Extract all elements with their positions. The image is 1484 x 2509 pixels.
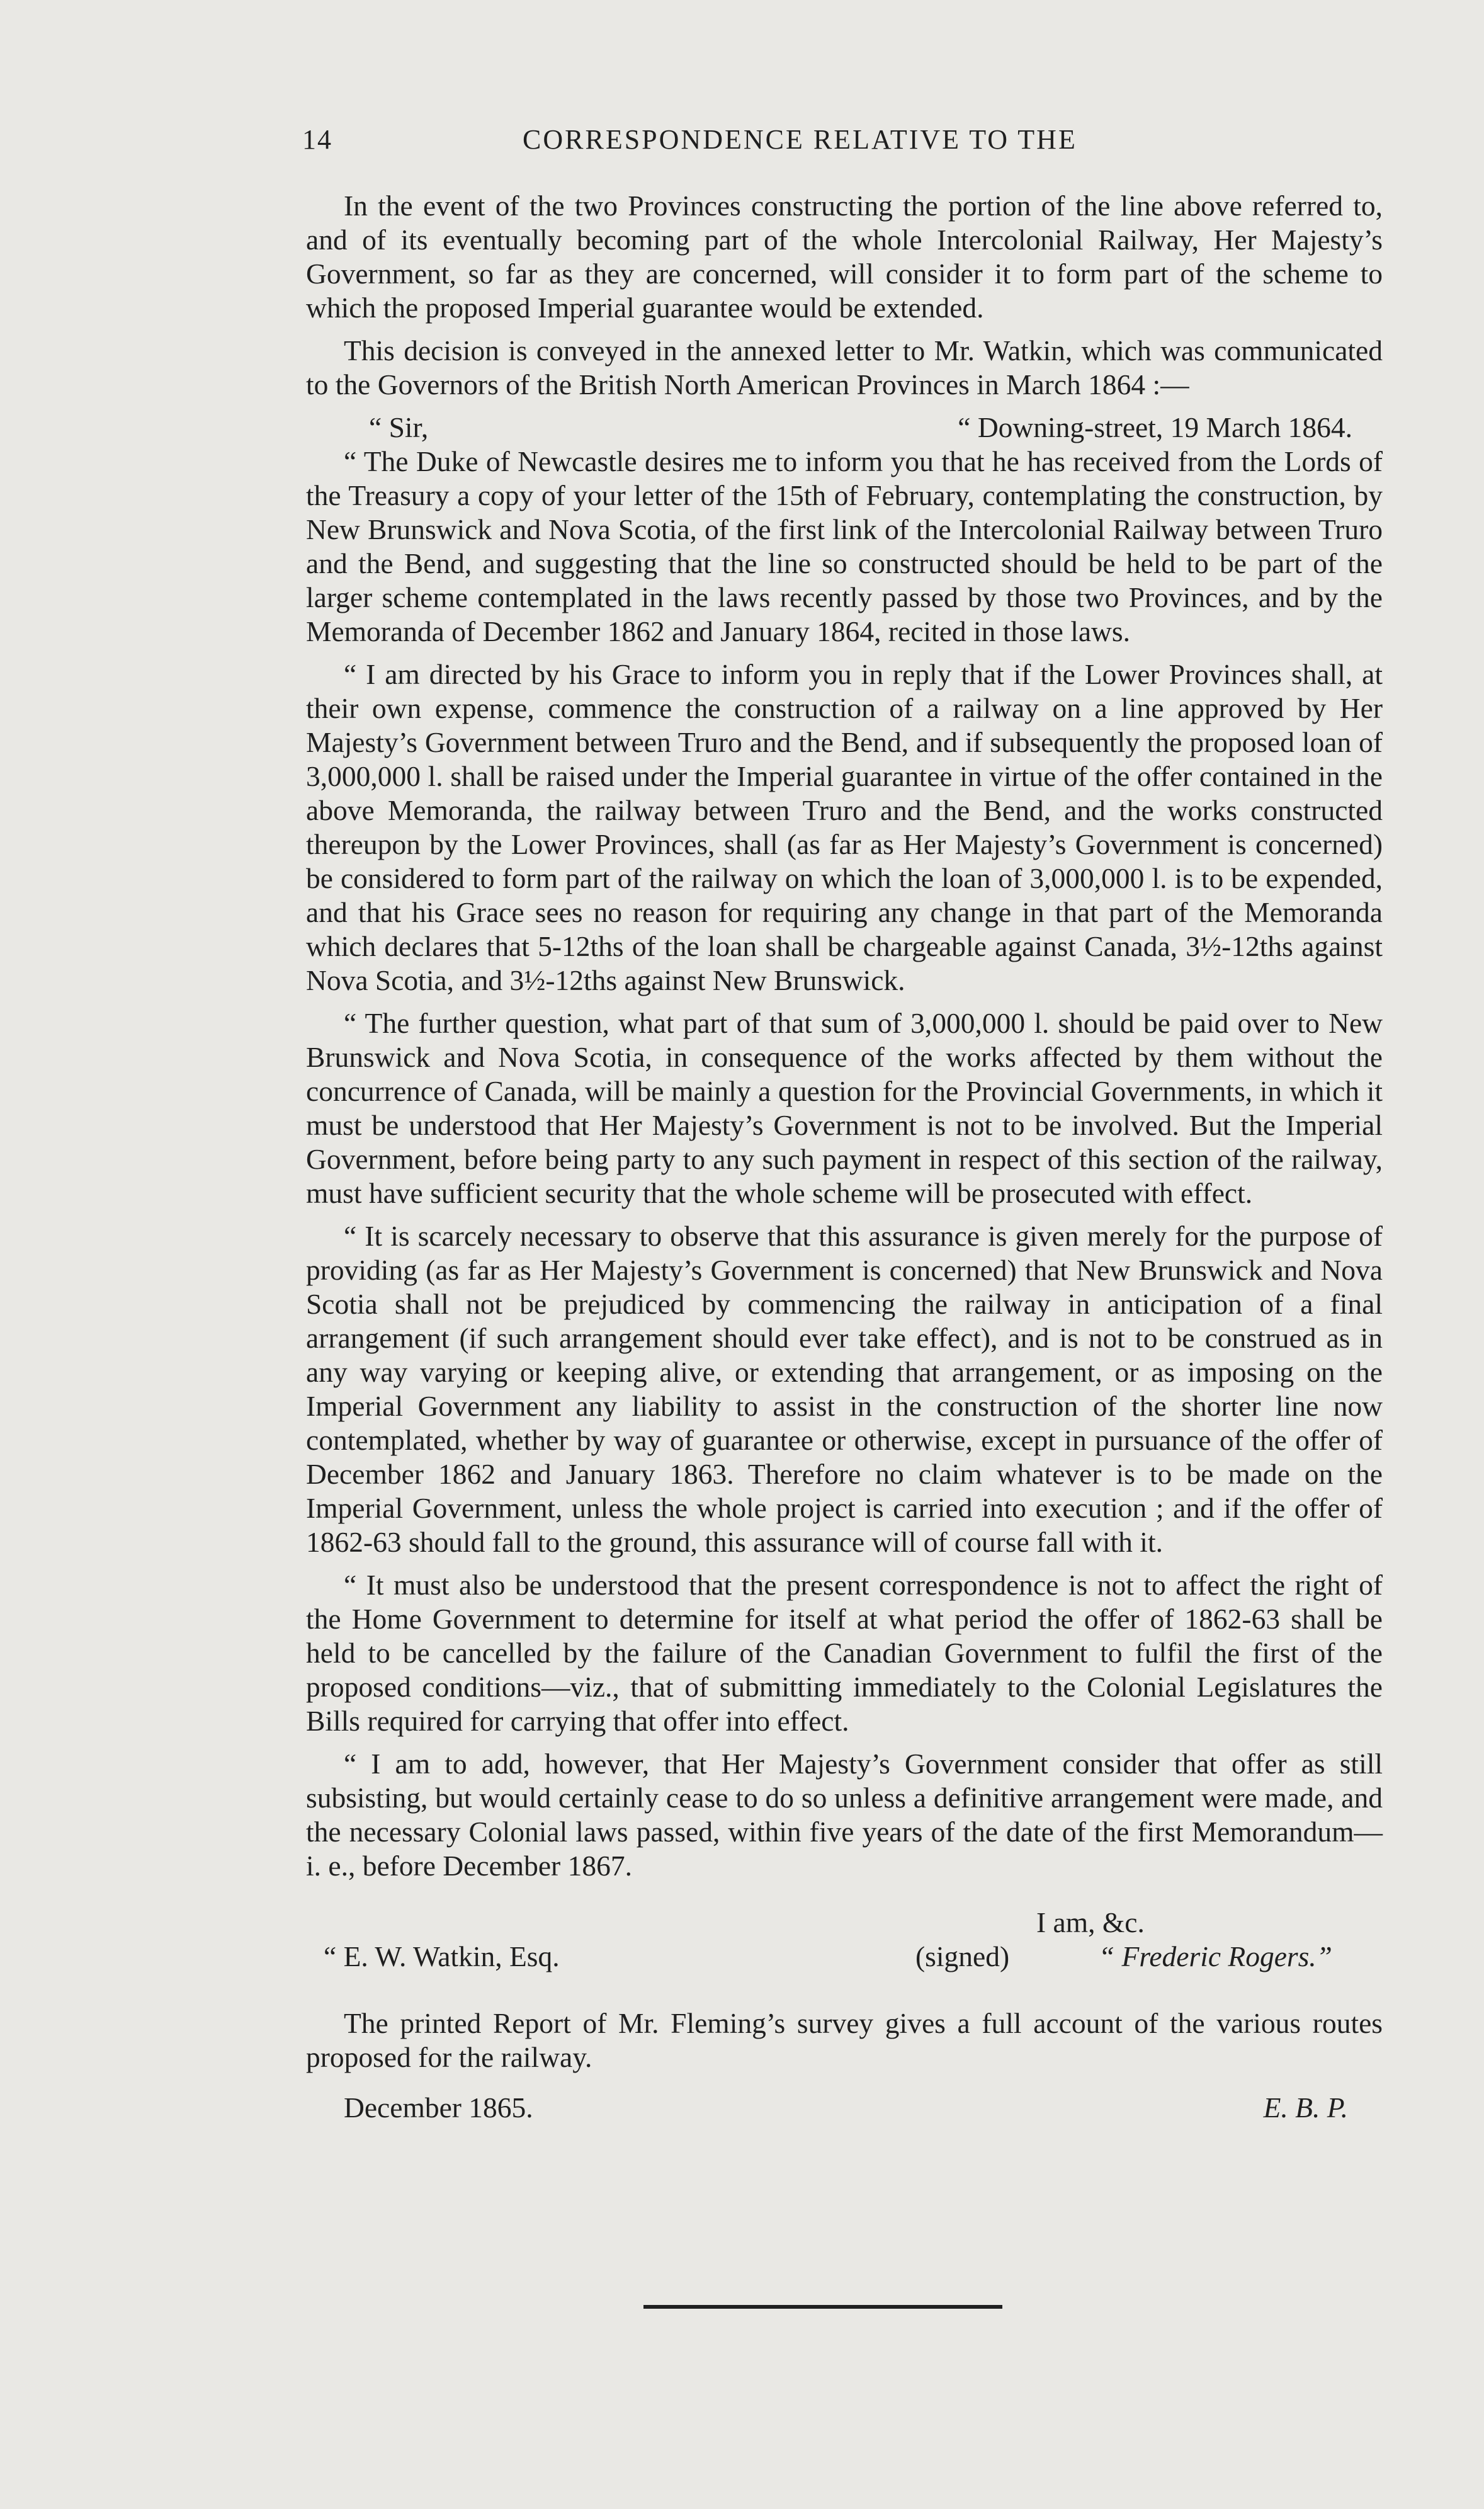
signed-label: (signed) [915,1940,1010,1972]
paragraph-intro: In the event of the two Provinces constructing the portion of the line above referred to, and of its eventually becoming part of the whole Intercolonial Railway, Her Majesty’s Government, so far as they are concerned, will consider it to form part of the scheme to which the proposed Imperial guarantee would be extended. [306,190,1383,324]
footer-row [306,2091,1383,2125]
letter-paragraph: “ I am to add, however, that Her Majesty’s Government consider that offer as still subsisting, but would certainly cease to do so unless a definitive arrangement were made, and the necessary Colonial laws passed, within five years of the date of the first Memorandum—i. e., before December 1867. [306,1748,1383,1882]
letter-addressee: “ E. W. Watkin, Esq. [324,1940,560,1972]
letter-salutation: “ Sir, [369,411,429,443]
letter-paragraph: “ The further question, what part of that sum of 3,000,000 l. should be paid over to New Brunswick and Nova Scotia, in consequence of the works affected by them without the concurrence of Canada, will be mainly a question for the Provincial Governments, in which it must be understood that Her Majesty’s Government is not to be involved. But the Imperial Government, before being party to any such payment in respect of this section of the railway, must have sufficient security that the whole scheme will be prosecuted with effect. [306,1007,1383,1209]
letter-paragraph: “ I am directed by his Grace to inform you in reply that if the Lower Provinces shall, at their own expense, commence the construction of a railway on a line approved by Her Majesty’s Government between Truro and the Bend, and if subsequently the proposed loan of 3,000,000 l. shall be raised under the Imperial guarantee in virtue of the offer contained in the above Memoranda, the railway between Truro and the Bend, and the works constructed thereupon by the Lower Provinces, shall (as far as Her Majesty’s Government is concerned) be considered to form part of the railway on which the loan of 3,000,000 l. is to be expended, and that his Grace sees no reason for requiring any change in that part of the Memoranda which declares that 5-12ths of the loan shall be chargeable against Canada, 3½-12ths against Nova Scotia, and 3½-12ths against New Brunswick. [306,658,1383,996]
footer-initials: E. B. P. [1263,2091,1348,2124]
letter-signature-row [306,1940,1383,1974]
paragraph-decision: This decision is conveyed in the annexed letter to Mr. Watkin, which was communicated to the Governors of the British North American Provinces in March 1864 :— [306,334,1383,401]
paragraph-report: The printed Report of Mr. Fleming’s survey gives a full account of the various routes proposed for the railway. [306,2007,1383,2073]
letter-closing-row [306,1906,1383,1940]
signer-name: “ Frederic Rogers.” [1098,1940,1332,1972]
letter-header [306,411,1383,445]
body-text [306,189,1383,2125]
letter-dateline: “ Downing-street, 19 March 1864. [958,411,1352,443]
section-divider [643,2305,1002,2309]
footer-date: December 1865. [344,2091,533,2124]
page-number: 14 [302,124,332,155]
letter-paragraph: “ It is scarcely necessary to observe that this assurance is given merely for the purpose of providing (as far as Her Majesty’s Government is concerned) that New Brunswick and Nova Scotia shall not be prejudiced by commencing the railway in anticipation of a final arrangement (if such arrangement should ever take effect), and is not to be construed as in any way varying or keeping alive, or extending that arrangement, or as imposing on the Imperial Government any liability to assist in the construction of the shorter line now contemplated, whether by way of guarantee or otherwise, except in pursuance of the offer of December 1862 and January 1863. Therefore no claim whatever is to be made on the Imperial Government, unless the whole project is carried into execution ; and if the offer of 1862-63 should fall to the ground, this assurance will of course fall with it. [306,1220,1383,1558]
letter-closing: I am, &c. [1036,1906,1145,1938]
letter-paragraph: “ It must also be understood that the present correspondence is not to affect the right of the Home Government to determine for itself at what period the offer of 1862-63 shall be held to be cancelled by the failure of the Canadian Government to fulfil the first of the proposed conditions—viz., that of submitting immediately to the Colonial Legislatures the Bills required for carrying that offer into effect. [306,1569,1383,1737]
letter-paragraph: “ The Duke of Newcastle desires me to inform you that he has received from the Lords of the Treasury a copy of your letter of the 15th of February, contemplating the construction, by New Brunswick and Nova Scotia, of the first link of the Intercolonial Railway between Truro and the Bend, and suggesting that the line so constructed should be held to be part of the larger scheme contemplated in the laws recently passed by those two Provinces, and by the Memoranda of December 1862 and January 1864, recited in those laws. [306,445,1383,647]
running-title: CORRESPONDENCE RELATIVE TO THE [523,124,1077,155]
running-head [302,120,1373,164]
